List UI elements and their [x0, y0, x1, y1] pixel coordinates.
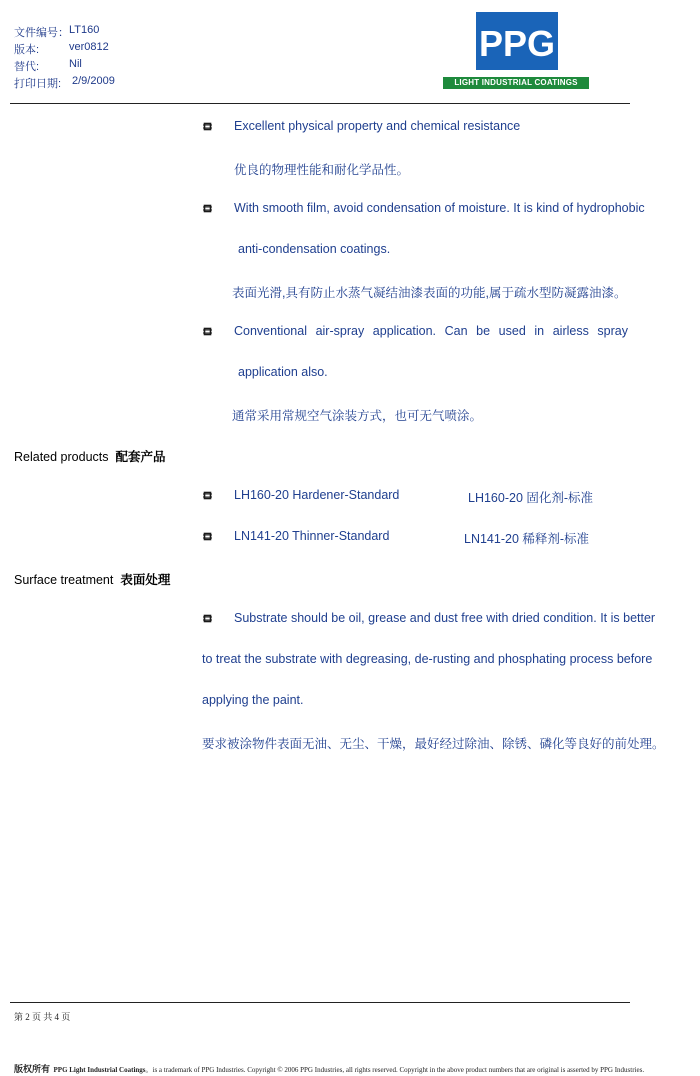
related-item-2-cn: LN141-20 稀释剂-标准 — [464, 532, 590, 546]
bullet-icon — [203, 532, 212, 541]
surface-line-3: applying the paint. — [202, 693, 304, 707]
copyright-text: 。is a trademark of PPG Industries. Copyright © 2006 PPG Industries, all rights reserved. Copyright in the above product numbers that are original is asserted by PPG Industries. — [145, 1066, 645, 1074]
bullet-icon — [203, 122, 212, 131]
page-number: 第 2 页 共 4 页 — [14, 1012, 71, 1022]
related-item-1-cn: LH160-20 固化剂-标准 — [468, 491, 594, 505]
feature-3-en-line2: application also. — [238, 365, 328, 379]
related-item-1-en: LH160-20 Hardener-Standard — [234, 488, 400, 502]
ppg-logo — [476, 12, 558, 70]
replace-label: 替代: — [14, 61, 40, 73]
logo-letters: PPG — [478, 23, 556, 64]
header-divider — [10, 103, 630, 104]
footer-divider — [10, 1002, 630, 1003]
related-products-heading — [14, 447, 165, 465]
feature-2-en-line2: anti-condensation coatings. — [238, 242, 391, 256]
feature-3-cn: 通常采用常规空气涂装方式，也可无气喷涂。 — [232, 409, 483, 423]
bullet-icon — [203, 491, 212, 500]
surface-line-2: to treat the substrate with degreasing, de-rusting and phosphating process before — [202, 652, 653, 666]
bullet-icon — [203, 327, 212, 336]
related-item-2-en: LN141-20 Thinner-Standard — [234, 529, 390, 543]
feature-3-en-line1: Conventional air-spray application. Can be used in airless spray — [234, 324, 628, 338]
surface-heading-cn: 表面处理 — [120, 573, 171, 587]
logo-tagline: LIGHT INDUSTRIAL COATINGS — [443, 77, 589, 89]
version-value: ver0812 — [69, 41, 109, 53]
feature-2-en-line1: With smooth film, avoid condensation of moisture. It is kind of hydrophobic — [234, 201, 645, 215]
replace-value: Nil — [69, 58, 82, 70]
doc-number-value: LT160 — [69, 24, 100, 36]
bullet-icon — [203, 614, 212, 623]
copyright-label: 版权所有 — [14, 1064, 51, 1074]
surface-treatment-heading — [14, 570, 170, 588]
surface-line-1: Substrate should be oil, grease and dust free with dried condition. It is better — [234, 611, 656, 625]
related-heading-cn: 配套产品 — [115, 450, 166, 464]
print-date-label: 打印日期: — [14, 78, 62, 90]
surface-cn: 要求被涂物件表面无油、无尘、干燥，最好经过除油、除锈、磷化等良好的前处理。 — [202, 737, 665, 751]
related-heading-en: Related products — [14, 450, 109, 464]
doc-number-label: 文件编号： — [14, 27, 69, 39]
feature-1-en: Excellent physical property and chemical resistance — [234, 119, 521, 133]
surface-heading-en: Surface treatment — [14, 573, 114, 587]
copyright-notice — [14, 1062, 644, 1075]
copyright-brand: PPG Light Industrial Coatings — [53, 1066, 146, 1074]
version-label: 版本: — [14, 44, 40, 56]
print-date-value: 2/9/2009 — [72, 75, 115, 87]
bullet-icon — [203, 204, 212, 213]
ppg-logo-mark — [476, 12, 558, 70]
feature-1-cn: 优良的物理性能和耐化学品性。 — [234, 163, 410, 177]
feature-2-cn: 表面光滑,具有防止水蒸气凝结油漆表面的功能,属于疏水型防凝露油漆。 — [232, 286, 627, 300]
